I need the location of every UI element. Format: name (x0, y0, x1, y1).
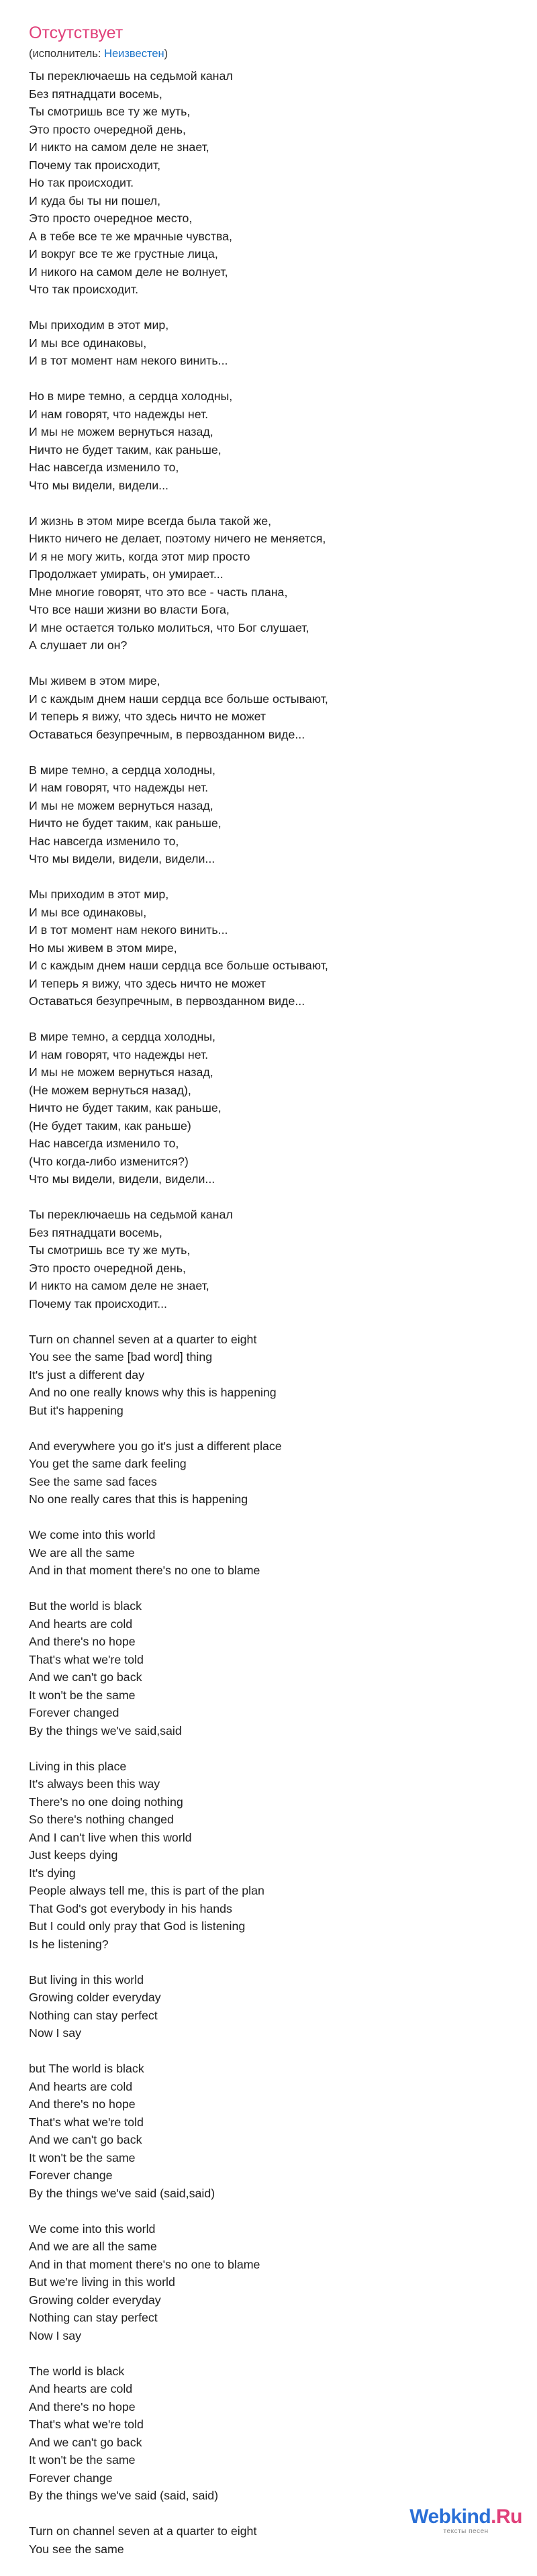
lyric-line: And we can't go back (29, 2435, 142, 2449)
lyric-line: We are all the same (29, 1545, 135, 1560)
logo-subtitle: тексты песен (443, 2528, 489, 2535)
lyrics-stanza (29, 1206, 512, 1313)
lyric-line: И теперь я вижу, что здесь ничто не может (29, 976, 266, 990)
lyric-line: И никто на самом деле не знает, (29, 1279, 209, 1292)
lyric-line: Почему так происходит, (29, 158, 161, 172)
lyric-line: And there's no hope (29, 2399, 136, 2414)
lyric-line: Ты переключаешь на седьмой канал (29, 69, 233, 83)
lyric-line: И теперь я вижу, что здесь ничто не может (29, 710, 266, 723)
lyric-line: The world is black (29, 2364, 125, 2378)
lyric-line: Но мы живем в этом мире, (29, 941, 177, 955)
lyric-line: So there's nothing changed (29, 1813, 174, 1826)
lyric-line: But living in this world (29, 1972, 144, 1987)
lyric-line: And hearts are cold (29, 1617, 133, 1631)
lyric-line: Living in this place (29, 1759, 127, 1773)
lyric-line: And no one really knows why this is happening (29, 1386, 277, 1399)
lyric-line: It's dying (29, 1866, 76, 1880)
lyric-line: Ты смотришь все ту же муть, (29, 1243, 191, 1257)
logo-wordmark (409, 2506, 522, 2528)
lyric-line: Forever change (29, 2168, 113, 2182)
lyric-line: И никого на самом деле не волнует, (29, 265, 228, 279)
lyric-line: И мне остается только молиться, что Бог слушает, (29, 620, 309, 634)
lyric-line: Это просто очередной день, (29, 122, 186, 136)
song-meta (29, 46, 512, 61)
lyric-line: You see the same [bad word] thing (29, 1350, 213, 1364)
lyrics-stanza (29, 2220, 512, 2345)
lyric-line: That's what we're told (29, 2418, 144, 2431)
lyric-line: Это просто очередное место, (29, 211, 193, 225)
lyric-line: И никто на самом деле не знает, (29, 140, 209, 154)
lyric-line: See the same sad faces (29, 1474, 157, 1488)
lyric-line: И мы все одинаковы, (29, 905, 147, 919)
lyric-line: Now I say (29, 2026, 82, 2040)
lyric-line: Нас навсегда изменило то, (29, 461, 179, 474)
lyric-line: Ничто не будет таким, как раньше, (29, 1101, 222, 1114)
lyric-line: People always tell me, this is part of the plan (29, 1884, 264, 1897)
lyric-line: No one really cares that this is happening (29, 1492, 248, 1506)
lyrics-stanza (29, 1971, 512, 2042)
lyrics-stanza (29, 2060, 512, 2202)
lyric-line: Nothing can stay perfect (29, 2008, 158, 2022)
lyric-line: Но в мире темно, а сердца холодны, (29, 389, 233, 403)
lyric-line: That God's got everybody in his hands (29, 1901, 232, 1915)
lyric-line: И жизнь в этом мире всегда была такой же, (29, 514, 272, 528)
lyric-line: Нас навсегда изменило то, (29, 1137, 179, 1150)
lyric-line: Growing colder everyday (29, 1991, 161, 2004)
lyrics-stanza (29, 1526, 512, 1580)
lyric-line: Что мы видели, видели, видели... (29, 1172, 215, 1186)
lyric-line: Почему так происходит... (29, 1296, 167, 1310)
lyric-line: By the things we've said,said (29, 1723, 182, 1737)
lyric-line: Мне многие говорят, что это все - часть плана, (29, 585, 288, 599)
lyric-line: Оставаться безупречным, в первозданном виде... (29, 994, 305, 1008)
lyrics-stanza (29, 886, 512, 1010)
song-header (29, 21, 512, 61)
lyric-line: И я не могу жить, когда этот мир просто (29, 549, 250, 563)
lyric-line: That's what we're told (29, 2115, 144, 2129)
lyric-line: И вокруг все те же грустные лица, (29, 247, 218, 260)
lyrics-stanza (29, 1028, 512, 1188)
lyric-line: Что все наши жизни во власти Бога, (29, 603, 230, 616)
lyric-line: Turn on channel seven at a quarter to eight (29, 1332, 257, 1346)
lyric-line: but The world is black (29, 2062, 144, 2075)
lyric-line: And everywhere you go it's just a different place (29, 1439, 282, 1453)
lyric-line: It won't be the same (29, 1688, 136, 1702)
lyric-line: Нас навсегда изменило то, (29, 834, 179, 848)
lyric-line: That's what we're told (29, 1652, 144, 1666)
lyric-line: И куда бы ты ни пошел, (29, 193, 161, 207)
lyric-line: We come into this world (29, 1528, 156, 1541)
lyric-line: Но так происходит. (29, 176, 134, 189)
lyric-line: Мы приходим в этот мир, (29, 888, 169, 901)
lyric-line: (Не будет таким, как раньше) (29, 1118, 191, 1133)
lyrics-stanza (29, 512, 512, 655)
lyric-line: А слушает ли он? (29, 638, 128, 652)
lyric-line: It won't be the same (29, 2150, 136, 2164)
lyric-line: В мире темно, а сердца холодны, (29, 763, 215, 777)
lyric-line: We come into this world (29, 2222, 156, 2236)
lyric-line: But we're living in this world (29, 2275, 175, 2289)
lyric-line: Ты смотришь все ту же муть, (29, 105, 191, 118)
lyric-line: И в тот момент нам некого винить... (29, 923, 228, 937)
lyric-line: Мы приходим в этот мир, (29, 318, 169, 332)
lyric-line: It's just a different day (29, 1368, 145, 1382)
lyric-line: И нам говорят, что надежды нет. (29, 1047, 209, 1061)
lyrics-stanza (29, 1597, 512, 1739)
lyric-line: And in that moment there's no one to blame (29, 2257, 260, 2271)
lyric-line: Что мы видели, видели, видели... (29, 852, 215, 865)
artist-prefix: (исполнитель: (29, 48, 105, 60)
lyric-line: You see the same (29, 2542, 124, 2556)
lyric-line: Growing colder everyday (29, 2293, 161, 2307)
lyric-line: There's no one doing nothing (29, 1795, 183, 1809)
lyric-line: And in that moment there's no one to blame (29, 1564, 260, 1577)
lyric-line: В мире темно, а сердца холодны, (29, 1030, 215, 1043)
lyric-line: Now I say (29, 2328, 82, 2342)
lyric-line: Ты переключаешь на седьмой канал (29, 1208, 233, 1221)
lyric-line: But I could only pray that God is listening (29, 1919, 246, 1933)
lyric-line: Никто ничего не делает, поэтому ничего не меняется, (29, 532, 326, 545)
lyric-line: (Не можем вернуться назад), (29, 1083, 191, 1097)
logo-domain: .Ru (491, 2506, 522, 2528)
lyric-line: И нам говорят, что надежды нет. (29, 407, 209, 421)
lyric-line: И с каждым днем наши сердца все больше остывают, (29, 691, 328, 706)
lyric-line: И мы все одинаковы, (29, 336, 147, 350)
lyric-line: Forever change (29, 2471, 113, 2485)
lyric-line: Ничто не будет таким, как раньше, (29, 816, 222, 830)
lyric-line: And there's no hope (29, 1635, 136, 1648)
lyric-line: By the things we've said (said,said) (29, 2186, 215, 2200)
lyric-line: И мы не можем вернуться назад, (29, 798, 213, 812)
lyrics-stanza (29, 387, 512, 494)
lyric-line: Без пятнадцати восемь, (29, 1225, 162, 1239)
lyric-line: And hearts are cold (29, 2382, 133, 2395)
lyric-line: And I can't live when this world (29, 1830, 192, 1844)
lyric-line: It's always been this way (29, 1777, 160, 1791)
lyric-line: By the things we've said (said, said) (29, 2489, 219, 2502)
lyric-line: But it's happening (29, 1403, 124, 1417)
lyric-line: Что мы видели, видели... (29, 478, 168, 492)
lyric-line: И мы не можем вернуться назад, (29, 1065, 213, 1079)
lyric-line: And we can't go back (29, 1670, 142, 1684)
artist-suffix: ) (164, 48, 168, 60)
lyric-line: (Что когда-либо изменится?) (29, 1154, 189, 1168)
lyric-line: И с каждым днем наши сердца все больше остывают, (29, 959, 328, 972)
lyric-line: Оставаться безупречным, в первозданном виде... (29, 727, 305, 741)
lyrics-stanza (29, 672, 512, 743)
lyric-line: Forever changed (29, 1706, 119, 1719)
lyric-line: And there's no hope (29, 2097, 136, 2111)
lyrics-stanza (29, 67, 512, 299)
lyric-line: И мы не можем вернуться назад, (29, 425, 213, 438)
lyrics-text (29, 67, 512, 2576)
lyric-line: But the world is black (29, 1599, 142, 1613)
lyric-line: Just keeps dying (29, 1848, 118, 1862)
lyric-line: Это просто очередной день, (29, 1261, 186, 1275)
lyric-line: And we are all the same (29, 2240, 157, 2253)
lyrics-stanza (29, 761, 512, 868)
site-logo[interactable] (409, 2506, 522, 2535)
lyric-line: And we can't go back (29, 2133, 142, 2146)
lyric-line: And hearts are cold (29, 2079, 133, 2093)
lyric-line: Is he listening? (29, 1937, 109, 1951)
logo-word: Webkind (409, 2506, 491, 2528)
lyrics-stanza (29, 2363, 512, 2505)
lyric-line: Без пятнадцати восемь, (29, 87, 162, 101)
lyric-line: Мы живем в этом мире, (29, 674, 160, 687)
lyric-line: Turn on channel seven at a quarter to eight (29, 2524, 257, 2538)
lyric-line: Что так происходит. (29, 283, 139, 296)
lyric-line: А в тебе все те же мрачные чувства, (29, 229, 232, 243)
lyrics-stanza (29, 316, 512, 370)
lyric-line: И в тот момент нам некого винить... (29, 354, 228, 367)
lyric-line: Nothing can stay perfect (29, 2311, 158, 2324)
lyric-line: И нам говорят, что надежды нет. (29, 781, 209, 794)
lyrics-stanza (29, 1331, 512, 1420)
lyric-line: It won't be the same (29, 2453, 136, 2467)
artist-link[interactable]: Неизвестен (104, 48, 164, 60)
lyric-line: Ничто не будет таким, как раньше, (29, 442, 222, 457)
lyrics-stanza (29, 1758, 512, 1954)
song-title: Отсутствует (29, 23, 124, 42)
lyric-line: Продолжает умирать, он умирает... (29, 567, 224, 581)
lyrics-stanza (29, 1437, 512, 1509)
lyric-line: You get the same dark feeling (29, 1457, 187, 1470)
